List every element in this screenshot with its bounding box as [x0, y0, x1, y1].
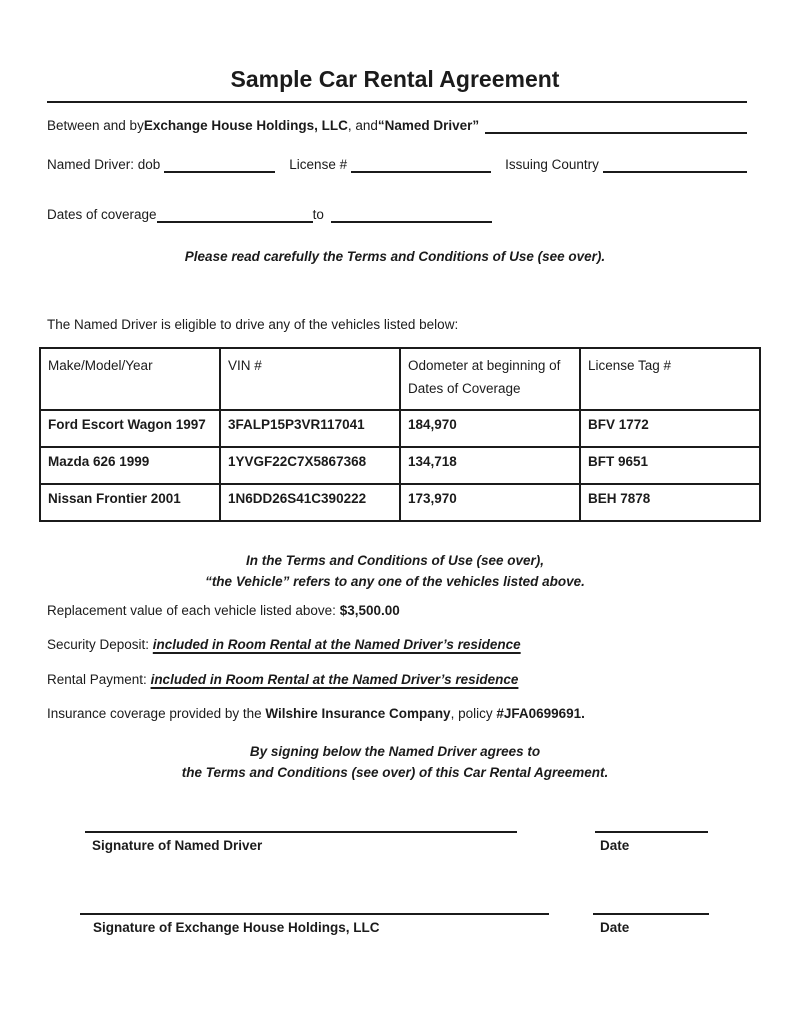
- vehicle-license-tag: BFV 1772: [580, 410, 760, 447]
- issuing-country-label: Issuing Country: [505, 157, 599, 172]
- vehicle-make: Nissan Frontier 2001: [40, 484, 220, 521]
- coverage-dates-line: [47, 206, 492, 223]
- table-row: [40, 447, 760, 484]
- insurance-line: [47, 706, 747, 722]
- issuing-country-blank: [603, 156, 747, 173]
- replacement-label: Replacement value of each vehicle listed above:: [47, 603, 340, 618]
- insurance-middle: , policy: [450, 706, 497, 721]
- vehicle-odometer: 134,718: [400, 447, 580, 484]
- company-name: Exchange House Holdings, LLC: [143, 118, 348, 133]
- company-signature-line: [80, 913, 549, 915]
- table-row: [40, 410, 760, 447]
- vehicle-license-tag: BEH 7878: [580, 484, 760, 521]
- company-date-line: [593, 913, 709, 915]
- header-license-tag: License Tag #: [580, 348, 760, 410]
- header-odometer: Odometer at beginning of Dates of Coverage: [400, 348, 580, 410]
- vehicle-vin: 1YVGF22C7X5867368: [220, 447, 400, 484]
- vehicle-license-tag: BFT 9651: [580, 447, 760, 484]
- security-deposit-line: [47, 637, 747, 653]
- insurance-prefix: Insurance coverage provided by the: [47, 706, 266, 721]
- terms-definition-line1: In the Terms and Conditions of Use (see over),: [245, 553, 545, 568]
- driver-details-line: [47, 156, 747, 173]
- driver-date-line: [595, 831, 708, 833]
- driver-signature-line: [85, 831, 517, 833]
- company-signature-label: Signature of Exchange House Holdings, LLC: [93, 920, 380, 935]
- named-driver-term: “Named Driver”: [377, 118, 480, 133]
- replacement-value: $3,500.00: [339, 603, 400, 618]
- license-blank: [351, 156, 491, 173]
- table-row: [40, 484, 760, 521]
- parties-connector: , and: [347, 118, 378, 133]
- vehicle-vin: 3FALP15P3VR117041: [220, 410, 400, 447]
- title-rule: [47, 101, 747, 103]
- terms-definition-line2: “the Vehicle” refers to any one of the vehicles listed above.: [205, 574, 585, 589]
- vehicle-odometer: 173,970: [400, 484, 580, 521]
- terms-definition-note: [0, 550, 790, 592]
- signing-note-line2: the Terms and Conditions (see over) of this Car Rental Agreement.: [181, 765, 609, 780]
- rental-payment-value: included in Room Rental at the Named Driver’s residence: [150, 672, 519, 687]
- parties-line: [47, 117, 747, 134]
- dob-label: Named Driver: dob: [47, 157, 161, 172]
- vehicle-make: Mazda 626 1999: [40, 447, 220, 484]
- security-deposit-label: Security Deposit:: [47, 637, 153, 652]
- rental-payment-line: [47, 672, 747, 688]
- coverage-from-blank: [157, 206, 313, 223]
- coverage-to-blank: [331, 206, 492, 223]
- security-deposit-value: included in Room Rental at the Named Driver’s residence: [152, 637, 521, 652]
- dob-blank: [164, 156, 275, 173]
- page-title: Sample Car Rental Agreement: [230, 66, 560, 92]
- rental-payment-label: Rental Payment:: [47, 672, 151, 687]
- driver-signature-label: Signature of Named Driver: [92, 838, 263, 853]
- signing-note-line1: By signing below the Named Driver agrees to: [249, 744, 541, 759]
- parties-prefix: Between and by: [47, 118, 144, 133]
- eligible-vehicles-line: The Named Driver is eligible to drive any of the vehicles listed below:: [47, 317, 459, 332]
- replacement-value-line: [47, 603, 747, 619]
- vehicle-table-header-row: [40, 348, 760, 410]
- header-make-model-year: Make/Model/Year: [40, 348, 220, 410]
- vehicle-make: Ford Escort Wagon 1997: [40, 410, 220, 447]
- vehicle-odometer: 184,970: [400, 410, 580, 447]
- signing-agreement-note: [0, 741, 790, 783]
- coverage-to-label: to: [312, 207, 324, 222]
- insurance-company: Wilshire Insurance Company: [265, 706, 451, 721]
- named-driver-blank: [485, 117, 747, 134]
- header-vin: VIN #: [220, 348, 400, 410]
- insurance-policy-number: #JFA0699691.: [496, 706, 585, 721]
- company-date-label: Date: [600, 920, 630, 935]
- vehicle-vin: 1N6DD26S41C390222: [220, 484, 400, 521]
- license-label: License #: [289, 157, 348, 172]
- driver-date-label: Date: [600, 838, 630, 853]
- coverage-label: Dates of coverage: [47, 207, 157, 222]
- vehicle-table: [39, 347, 761, 522]
- read-carefully-notice: Please read carefully the Terms and Conditions of Use (see over).: [184, 249, 606, 264]
